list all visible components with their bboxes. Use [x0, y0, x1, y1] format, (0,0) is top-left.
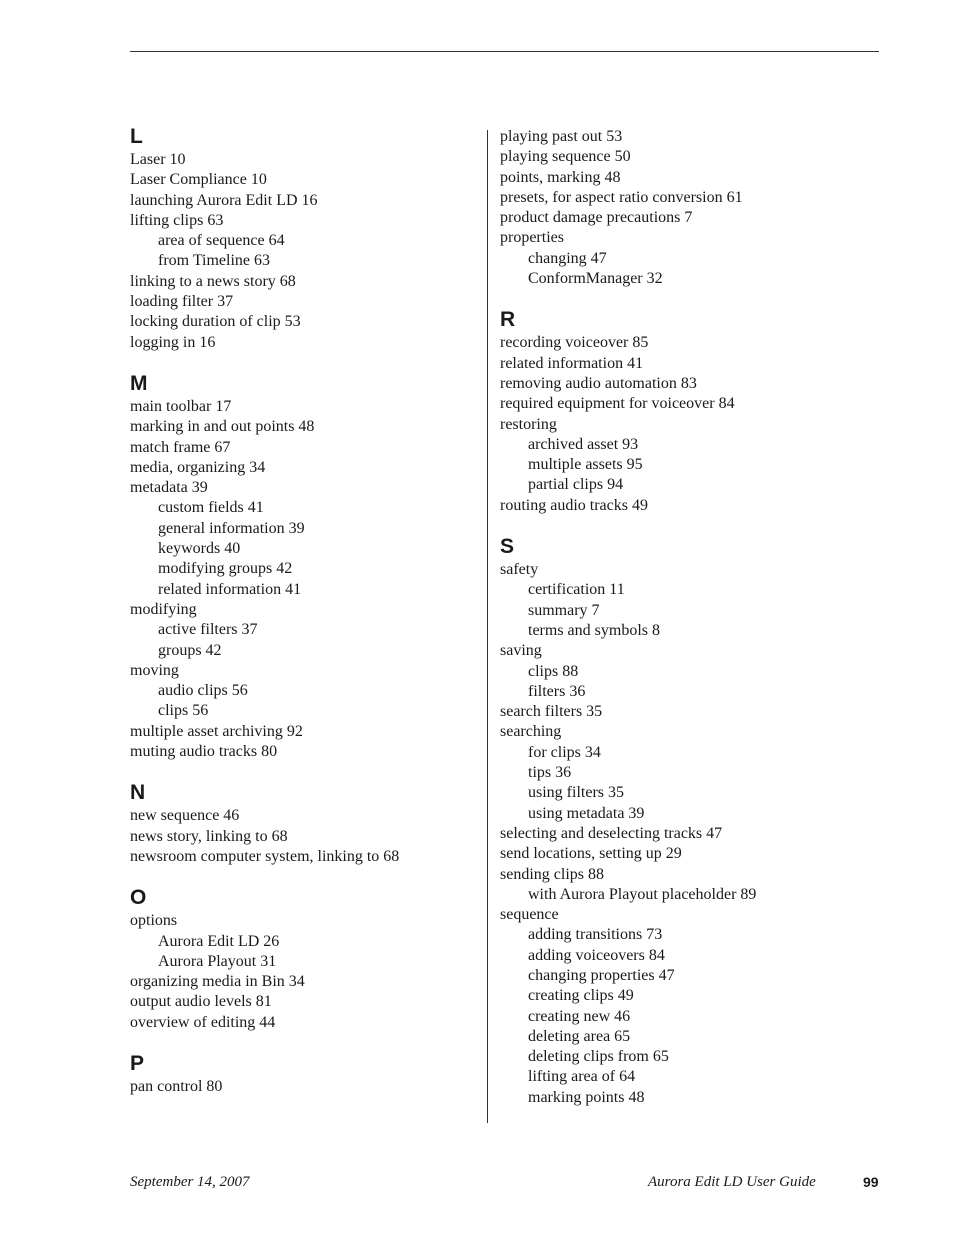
index-entry: organizing media in Bin 34 [130, 973, 305, 991]
index-subentry: adding transitions 73 [528, 926, 663, 944]
index-subentry: deleting area 65 [528, 1027, 631, 1045]
index-entry: related information 41 [500, 354, 644, 372]
index-entry: searching [500, 723, 562, 741]
index-entry: lifting clips 63 [130, 211, 224, 229]
index-section-r [500, 307, 880, 516]
index-entry: sending clips 88 [500, 865, 604, 883]
index-entry: presets, for aspect ratio conversion 61 [500, 188, 743, 206]
index-section-n [130, 780, 475, 867]
section-letter: O [130, 886, 147, 910]
index-subentry: terms and symbols 8 [528, 621, 660, 639]
index-subentry: clips 88 [528, 662, 579, 680]
index-entry: routing audio tracks 49 [500, 496, 648, 514]
index-entry: playing sequence 50 [500, 148, 631, 166]
index-subentry: certification 11 [528, 581, 625, 599]
index-entry: Laser 10 [130, 151, 186, 168]
index-subentry: changing 47 [528, 249, 607, 267]
index-section-m [130, 371, 475, 762]
footer-title: Aurora Edit LD User Guide [648, 1174, 816, 1190]
index-subentry: clips 56 [158, 702, 209, 720]
index-entry: recording voiceover 85 [500, 334, 649, 352]
index-entry: product damage precautions 7 [500, 209, 693, 227]
index-subentry: using filters 35 [528, 784, 624, 802]
index-subentry: summary 7 [528, 601, 600, 619]
section-letter: M [130, 371, 148, 395]
index-entry: new sequence 46 [130, 807, 240, 825]
section-letter: R [500, 308, 516, 332]
index-subentry: custom fields 41 [158, 499, 264, 517]
index-entry: sequence [500, 906, 559, 924]
index-subentry: archived asset 93 [528, 435, 639, 453]
index-entry: removing audio automation 83 [500, 374, 697, 392]
index-subentry: related information 41 [158, 580, 302, 598]
index-subentry: with Aurora Playout placeholder 89 [528, 885, 757, 903]
index-subentry: modifying groups 42 [158, 560, 293, 578]
index-subentry: audio clips 56 [158, 682, 248, 700]
index-subentry: general information 39 [158, 519, 305, 537]
index-section-p [130, 1051, 475, 1097]
index-column-right [500, 127, 880, 1108]
footer-date: September 14, 2007 [130, 1174, 250, 1190]
index-subentry: tips 36 [528, 764, 572, 782]
index-subentry: from Timeline 63 [158, 252, 271, 270]
index-subentry: ConformManager 32 [528, 270, 663, 288]
section-letter: S [500, 535, 515, 559]
index-subentry: multiple assets 95 [528, 456, 643, 474]
index-subentry: Aurora Playout 31 [158, 952, 277, 970]
index-subentry: creating new 46 [528, 1007, 631, 1025]
index-entry: options [130, 912, 178, 930]
section-letter: L [130, 125, 143, 148]
index-entry: muting audio tracks 80 [130, 743, 278, 761]
index-entry: saving [500, 642, 542, 660]
index-entry: required equipment for voiceover 84 [500, 395, 735, 413]
index-subentry: active filters 37 [158, 621, 258, 639]
index-entry: linking to a news story 68 [130, 272, 296, 290]
column-divider [487, 130, 488, 1123]
index-entry: locking duration of clip 53 [130, 313, 301, 331]
index-entry: newsroom computer system, linking to 68 [130, 847, 400, 865]
index-entry: modifying [130, 600, 197, 618]
index-entry: media, organizing 34 [130, 458, 266, 476]
index-section-l [130, 124, 475, 353]
index-subentry: filters 36 [528, 682, 586, 700]
index-subentry: partial clips 94 [528, 476, 624, 494]
index-entry: properties [500, 229, 564, 247]
index-section-s [500, 534, 880, 1108]
index-entry: output audio levels 81 [130, 993, 272, 1011]
index-subentry: changing properties 47 [528, 966, 675, 984]
index-entry: overview of editing 44 [130, 1013, 276, 1031]
index-entry: logging in 16 [130, 333, 216, 351]
index-entry: points, marking 48 [500, 168, 621, 186]
section-letter: N [130, 781, 146, 805]
index-subentry: Aurora Edit LD 26 [158, 932, 280, 950]
index-section-continued [500, 127, 880, 289]
index-entry: multiple asset archiving 92 [130, 722, 303, 740]
index-entry: marking in and out points 48 [130, 418, 315, 436]
index-subentry: groups 42 [158, 641, 222, 659]
index-subentry: creating clips 49 [528, 987, 634, 1005]
index-entry: search filters 35 [500, 703, 603, 721]
index-entry: Laser Compliance 10 [130, 171, 267, 189]
section-letter: P [130, 1051, 145, 1075]
index-subentry: area of sequence 64 [158, 232, 285, 250]
index-subentry: using metadata 39 [528, 804, 645, 822]
header-rule [130, 51, 879, 52]
index-entry: playing past out 53 [500, 128, 623, 145]
index-subentry: keywords 40 [158, 540, 241, 558]
index-entry: selecting and deselecting tracks 47 [500, 824, 723, 842]
index-subentry: adding voiceovers 84 [528, 946, 665, 964]
index-entry: restoring [500, 415, 557, 433]
index-entry: pan control 80 [130, 1077, 223, 1095]
index-entry: send locations, setting up 29 [500, 845, 682, 863]
index-subentry: lifting area of 64 [528, 1068, 636, 1086]
index-subentry: deleting clips from 65 [528, 1048, 669, 1066]
index-column-left [130, 124, 475, 1097]
index-subentry: for clips 34 [528, 743, 601, 761]
index-entry: metadata 39 [130, 479, 208, 497]
index-entry: main toolbar 17 [130, 397, 232, 415]
index-entry: news story, linking to 68 [130, 827, 288, 845]
index-entry: loading filter 37 [130, 293, 234, 311]
index-entry: launching Aurora Edit LD 16 [130, 191, 318, 209]
index-section-o [130, 885, 475, 1033]
index-entry: safety [500, 561, 539, 579]
index-entry: moving [130, 661, 179, 679]
index-entry: match frame 67 [130, 438, 231, 456]
page-number: 99 [863, 1174, 879, 1190]
index-subentry: marking points 48 [528, 1088, 645, 1106]
